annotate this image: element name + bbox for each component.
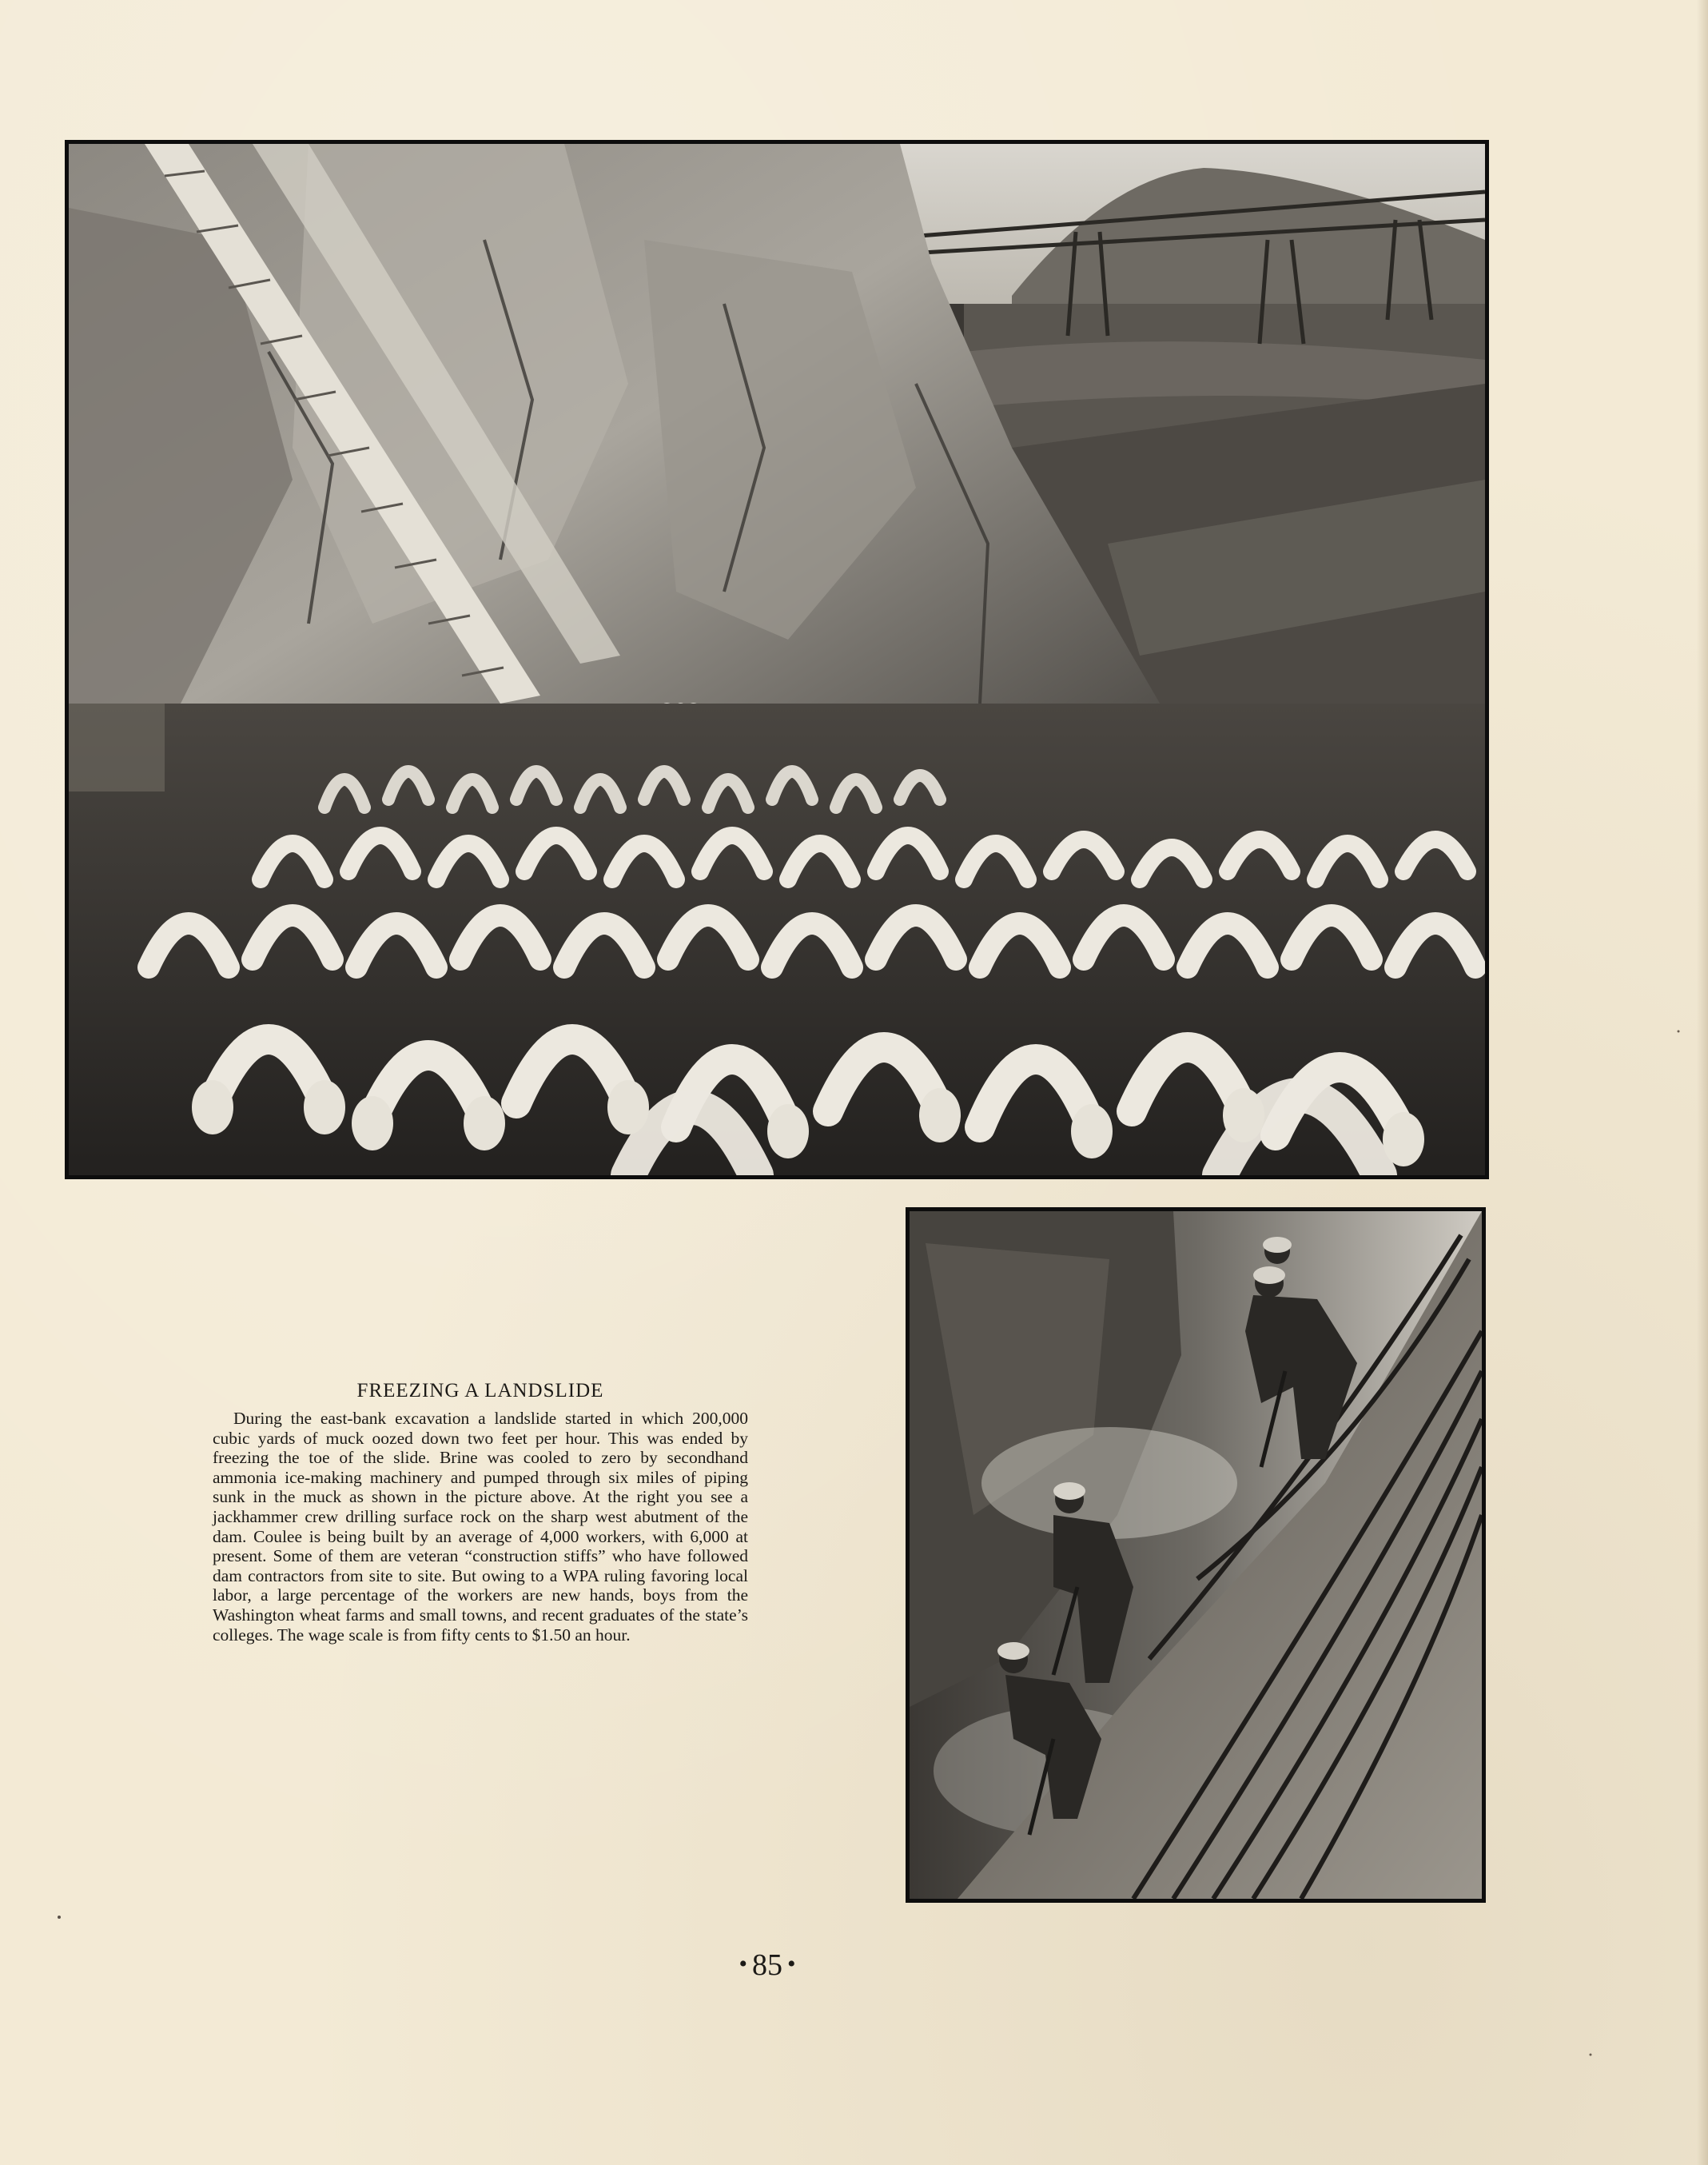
page-number-value: 85 <box>752 1948 782 1982</box>
page-number-bullet-left: • <box>739 1951 747 1977</box>
page-number-bullet-right: • <box>787 1951 796 1977</box>
caption-title: FREEZING A LANDSLIDE <box>356 1380 604 1401</box>
caption-body: During the east-bank excavation a landslide started in which 200,000 cubic yards of muck oozed down two feet per hour. This was ended by freezing the toe of the slide. Brine was cooled to zero by secondhand ammonia ice-making machinery and pumped through six miles of piping sunk in the muck as shown in the picture above. At the right you see a jackhammer crew drilling surface rock on the sharp west abutment of the dam. Coulee is being built by an average of 4,000 workers, with 6,000 at present. Some of them are veteran “construction stiffs” who have followed dam contractors from site to site. But owing to a WPA ruling favoring local labor, a large percentage of the workers are new hands, boys from the Washington wheat farms and small towns, and recent graduates of the state’s colleges. The wage scale is from fifty cents to $1.50 an hour. <box>213 1409 748 1645</box>
